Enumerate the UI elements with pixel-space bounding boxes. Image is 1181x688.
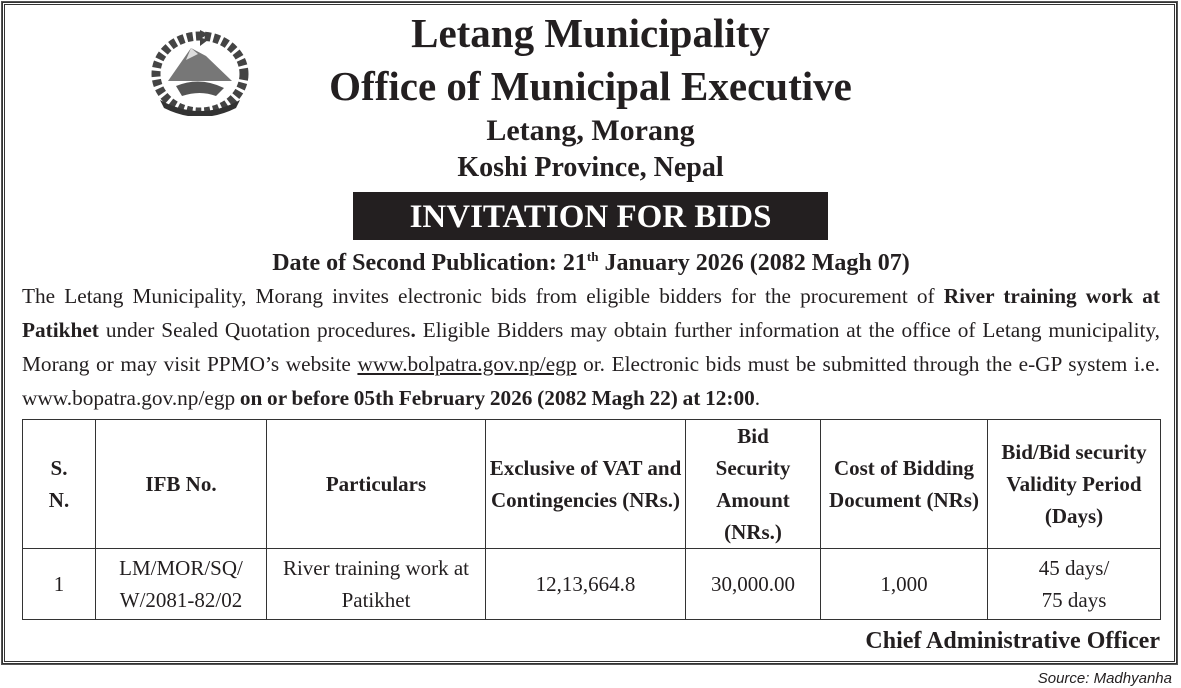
body-text: The Letang Municipality, Morang invites electronic bids from eligible bidders for the procurement of: [22, 284, 944, 308]
notice-title-banner: INVITATION FOR BIDS: [353, 192, 828, 240]
bolpatra-link[interactable]: www.bolpatra.gov.np/egp: [357, 352, 577, 376]
cell-ifb-no: LM/MOR/SQ/ W/2081-82/02: [96, 549, 267, 620]
cell-sn: 1: [23, 549, 96, 620]
source-credit: Source: Madhyanha: [1037, 670, 1172, 687]
office-name: Office of Municipal Executive: [329, 63, 852, 109]
municipality-name: Letang Municipality: [411, 10, 770, 56]
bid-table: [22, 419, 1161, 620]
body-text: .: [754, 386, 761, 410]
col-doc-cost: Cost of Bidding Document (NRs): [821, 420, 988, 549]
col-sn: S. N.: [23, 420, 96, 549]
date-suffix: January 2026 (2082 Magh 07): [598, 250, 910, 276]
cell-particulars: River training work at Patikhet: [267, 549, 486, 620]
col-validity: Bid/Bid security Validity Period (Days): [988, 420, 1161, 549]
table-row: [23, 549, 1161, 620]
cell-validity: 45 days/ 75 days: [988, 549, 1161, 620]
signatory: Chief Administrative Officer: [865, 628, 1160, 654]
notice-content: [22, 248, 1172, 688]
col-ifb-no: IFB No.: [96, 420, 267, 549]
cell-bid-security: 30,000.00: [686, 549, 821, 620]
body-text: Eligible Bidders may obtain further information at the office of Letang municipality, Morang or may visit PPMO’s website: [22, 318, 1160, 376]
publication-date: [22, 248, 1160, 278]
date-sup: th: [586, 249, 599, 264]
col-estimate: Exclusive of VAT and Contingencies (NRs.): [486, 420, 686, 549]
body-text: under Sealed Quotation procedures: [98, 318, 411, 342]
notice-body: [22, 279, 1160, 415]
cell-doc-cost: 1,000: [821, 549, 988, 620]
table-header-row: [23, 420, 1161, 549]
project-name: River training work at Patikhet: [22, 284, 1160, 342]
cell-estimate: 12,13,664.8: [486, 549, 686, 620]
province: Koshi Province, Nepal: [457, 152, 724, 183]
col-particulars: Particulars: [267, 420, 486, 549]
body-text: or. Electronic bids must be submitted through the e-GP system i.e. www.bopatra.gov.np/egp: [22, 352, 1160, 410]
col-bid-security: Bid Security Amount (NRs.): [686, 420, 821, 549]
location: Letang, Morang: [486, 114, 695, 147]
body-text: .: [410, 318, 416, 342]
deadline: on or before 05th February 2026 (2082 Magh 22) at 12:00: [239, 386, 755, 410]
date-prefix: Date of Second Publication: 21: [272, 250, 587, 276]
